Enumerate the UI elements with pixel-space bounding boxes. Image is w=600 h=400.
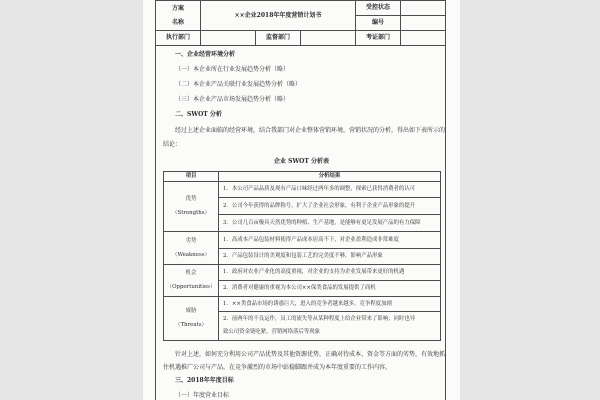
conclusion-line2: 住机遇推广公司与产品，在竞争激烈的市场中站稳脚跟并成为本年度重要的工作内容。: [163, 364, 392, 371]
exec-dept-label-cell: [155, 30, 201, 46]
swot-weakness-row-2: [218, 248, 441, 265]
plan-title: ××企业2018年年度营销计划书: [234, 11, 322, 19]
swot-threats-row-1: [218, 296, 441, 312]
swot-strengths-row-2: [218, 197, 441, 215]
verify-dept-label: 考证部门: [365, 34, 390, 41]
section1-item-3: （三）本企业产品市场发展趋势分析（略）: [175, 96, 290, 103]
section1-heading: 一、企业经营环境分析: [175, 51, 236, 58]
swot-threats-label: 威胁: [185, 308, 197, 314]
swot-threats-label-en: （Threats）: [175, 322, 207, 328]
plan-name-label-line2: 名称: [171, 18, 184, 26]
swot-header-result-label: 分析结果: [318, 173, 341, 179]
swot-opportunities-label: 机会: [185, 270, 197, 276]
swot-weakness-label-en: （Weakness）: [172, 251, 210, 258]
plan-name-label-line1: 方案: [171, 4, 184, 12]
swot-weakness-row-1-text: 1．高成本产品包装材料使得产品成本居高不下，对企业盈利造成非常难度: [223, 236, 399, 243]
verify-dept-value-cell: [400, 30, 446, 46]
swot-strengths-row-1: [218, 181, 441, 198]
section1-item-2: （二）本企业产品关联行业发展趋势分析（略）: [175, 81, 302, 88]
swot-threats-row-2-line1: 2．前两年的不良运作，员工的流失等从某种程度上给企业带来了影响；同时也导: [223, 316, 416, 322]
section2-intro-line1: 经过上述企业面临的经营环境，结合我部门对企业整体营销环境，营销状况的分析，得出如下表所示的: [175, 127, 446, 134]
section3-item-1: （一）年度营业目标: [175, 392, 230, 399]
swot-opportunities-label-en: （Opportunities）: [166, 284, 216, 290]
swot-threats-row-2-line2: 致公司资金链吃紧，营销网络落后等现象: [223, 329, 321, 335]
plan-name-label-cell: [155, 0, 201, 31]
section2-intro-line2: 结论：: [163, 141, 182, 148]
section3-heading: 三、2018年年度目标: [175, 377, 234, 384]
swot-opportunities-row-1: [218, 264, 441, 281]
swot-weakness-label-cell: [163, 231, 219, 265]
swot-threats-row-1-text: 1．××类食品市场的诱惑巨大，进入的竞争者越来越多，竞争程度加剧: [223, 300, 392, 307]
exec-dept-label: 执行部门: [165, 34, 190, 41]
swot-header-item-label: 项目: [185, 173, 197, 179]
swot-strengths-row-1-text: 1．本公司产品品质及现有产品口味经过两年多的调整，探索已获得消费者的认可: [223, 186, 416, 192]
swot-weakness-row-2-text: 2．产品包装设计的美观度和包装工艺的完美度不够，影响产品形象: [223, 253, 383, 259]
swot-opportunities-row-2-text: 2．消费者对健康的重视为本公司××保类食品的发展提供了商机: [223, 285, 376, 291]
control-status-value-cell: [400, 0, 446, 16]
swot-strengths-label-cell: [163, 181, 219, 232]
swot-weakness-row-1: [218, 231, 441, 249]
exec-dept-value-cell: [200, 30, 256, 46]
swot-opportunities-row-2: [218, 280, 441, 297]
supervise-dept-value-cell: [300, 30, 356, 46]
number-value-cell: [400, 15, 446, 31]
section2-heading: 二、SWOT 分析: [175, 111, 222, 118]
conclusion-line1: 针对上述，如何充分利用公司产品优势及其他资源优势，正确对待成本、资金等方面的劣势，有效地抓: [175, 351, 446, 358]
swot-weakness-label: 劣势: [185, 237, 197, 244]
verify-dept-label-cell: [355, 30, 401, 46]
swot-strengths-row-3: [218, 214, 441, 232]
swot-strengths-row-3-text: 3．公司几百亩极具天然优势的种植、生产基地，是能够有更足发展产品的有力保障: [223, 219, 421, 226]
swot-strengths-label: 优势: [185, 196, 197, 202]
supervise-dept-label: 监督部门: [265, 34, 290, 41]
swot-threats-row-2: [218, 311, 441, 341]
plan-title-cell: [200, 0, 356, 31]
swot-table-caption: 企业 SWOT 分析表: [274, 158, 329, 165]
swot-opportunities-row-1-text: 1．政府对农业产业化的高度重视，对企业的支持为企业发展带来更好的机遇: [223, 269, 405, 275]
swot-strengths-row-2-text: 2．公司今年获得的品牌称号，扩大了企业社会形象，有利于企业产品形象的提升: [223, 202, 416, 209]
control-status-label-cell: [355, 0, 401, 16]
number-label-cell: [355, 15, 401, 31]
swot-strengths-label-en: （Strengths）: [172, 210, 210, 216]
swot-opportunities-label-cell: [163, 264, 219, 297]
swot-threats-label-cell: [163, 296, 219, 341]
supervise-dept-label-cell: [255, 30, 301, 46]
section1-item-1: （一）本企业所在行业发展趋势分析（略）: [175, 66, 290, 73]
number-label: 编号: [371, 19, 384, 26]
control-status-label: 受控状态: [365, 4, 390, 11]
